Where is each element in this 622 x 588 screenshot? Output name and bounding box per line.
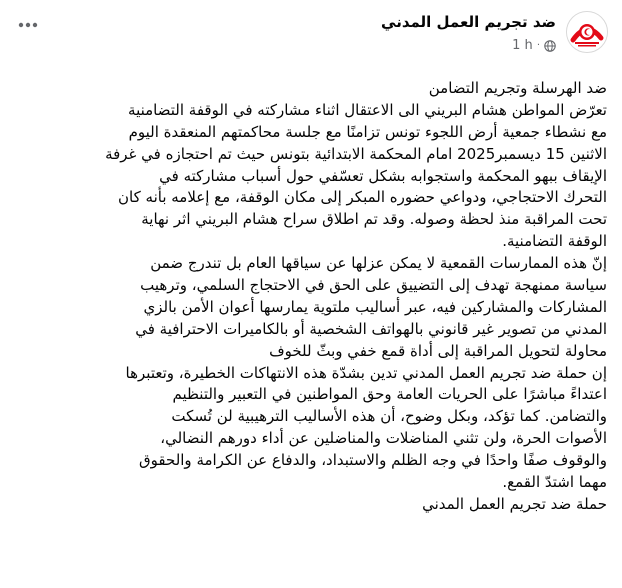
post-line-5: الإيقاف ببهو المحكمة واستجوابه بشكل تعسّفي حول أسباب مشاركته في [159, 166, 607, 185]
globe-icon[interactable] [544, 40, 556, 52]
post-line-16: والتضامن. كما تؤكد، وبكل وضوح، أن هذه الأساليب الترهيبية لن تُسكت [171, 407, 607, 426]
page-name[interactable]: ضد تجريم العمل المدني [381, 13, 556, 31]
post-line-17: الأصوات الحرة، ولن تثني المناضلات والمناضلين عن أداء دورهم النضالي، [160, 429, 607, 448]
post-line-8: الوقفة التضامنية. [502, 232, 607, 251]
post-line-2: تعرّض المواطن هشام البريني الى الاعتقال اثناء مشاركته في الوقفة التضامنية [128, 100, 607, 119]
post-line-7: تحت المراقبة منذ لحظة وصوله. وقد تم اطلاق سراح هشام البريني اثر نهاية [141, 210, 607, 229]
post-line-12: المدني من تصوير غير قانوني بالهواتف الشخصية أو بالكاميرات الاحترافية في [135, 319, 607, 338]
post-line-20: حملة ضد تجريم العمل المدني [422, 494, 607, 513]
post-time[interactable]: 1 h [512, 38, 533, 53]
meta-separator: · [536, 40, 540, 51]
post-line-14: إن حملة ضد تجريم العمل المدني تدين بشدّة هذه الانتهاكات الخطيرة، وتعتبرها [125, 363, 607, 382]
ellipsis-icon[interactable] [14, 14, 42, 36]
post-line-13: محاولة لتحويل المراقبة إلى أداة قمع خفي وبثّ للخوف [269, 341, 607, 360]
campaign-logo-icon [567, 12, 607, 52]
post-line-10: سياسة ممنهجة تهدف إلى التضييق على الحق في الاحتجاج السلمي، وترهيب [140, 276, 607, 295]
post-meta [512, 38, 556, 53]
post-line-9: إنّ هذه الممارسات القمعية لا يمكن عزلها عن سياقها العام بل تندرج ضمن [150, 254, 607, 273]
post-line-19: مهما اشتدّ القمع. [502, 473, 607, 492]
avatar[interactable] [566, 11, 608, 53]
post-line-15: اعتداءً مباشرًا على الحريات العامة وحق المواطنين في التعبير والتنظيم [172, 385, 607, 404]
post-line-11: المشاركات والمشاركين فيه، عبر أساليب ملتوية يمارسها أعوان الأمن بالزي [143, 297, 607, 316]
post-header [0, 0, 622, 68]
post-line-1: ضد الهرسلة وتجريم التضامن [428, 79, 607, 97]
post-body [14, 78, 607, 516]
post-line-3: مع نشطاء جمعية أرض اللجوء تونس تزامنًا مع جلسة محاكمتهم المنعقدة اليوم [128, 122, 607, 141]
post-line-18: والوقوف صفًا واحدًا في وجه الظلم والاستبداد، والدفاع عن الكرامة والحقوق [139, 451, 607, 470]
post-line-6: التحرك الاحتجاجي، ودواعي حضوره المبكر إلى مكان الوقفة، مع إعلامه بأنه كان [118, 188, 607, 207]
post-line-4: الاثنين 15 ديسمبر2025 امام المحكمة الابتدائية بتونس حيث تم احتجازه في غرفة [105, 144, 607, 163]
